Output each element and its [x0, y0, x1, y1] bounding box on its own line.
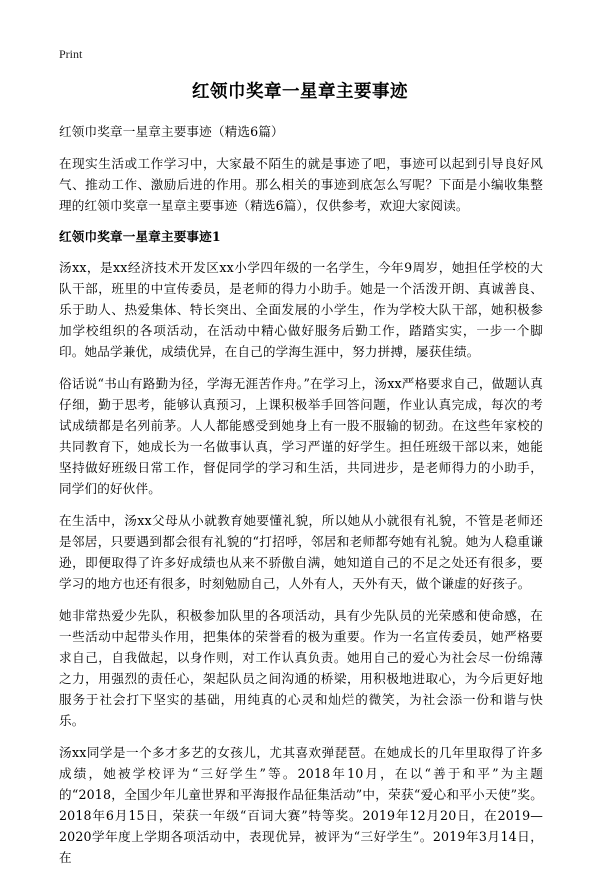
article-subtitle: 红领巾奖章一星章主要事迹（精选6篇）: [59, 124, 284, 139]
body-paragraph-5: 汤xx同学是一个多才多艺的女孩儿，尤其喜欢弹琵琶。在她成长的几年里取得了许多成绩，她被学校评为“三好学生”等。2018年10月，在以“善于和平”为主题的“2018，全国少年儿童世界和平海报作品征集活动”中，荣获“爱心和平小天使”奖。2018年6月15日，荣获一年级“百词大赛”特等奖。2019年12月20日，在2019—2020学年度上学期各项活动中，表现优异，被评为“三好学生”。2019年3月14日，在: [59, 745, 543, 865]
body-paragraph-1: 汤xx，是xx经济技术开发区xx小学四年级的一名学生，今年9周岁，她担任学校的大队干部，班里的中宣传委员，是老师的得力小助手。她是一个活泼开朗、真诚善良、乐于助人、热爱集体、特长突出、全面发展的小学生，作为学校大队干部，她积极参加学校组织的各项活动，在活动中精心做好服务后勤工作，踏踏实实，一步一个脚印。她品学兼优，成绩优异，在自己的学海生涯中，努力拼搏，屡获佳绩。: [59, 260, 543, 359]
print-link[interactable]: Print: [59, 47, 83, 61]
body-paragraph-4: 她非常热爱少先队，积极参加队里的各项活动，具有少先队员的光荣感和使命感，在一些活动中起带头作用，把集体的荣誉看的极为重要。作为一名宣传委员，她严格要求自己，自我做起，以身作则，对工作认真负责。她用自己的爱心为社会尽一份绵薄之力，用强烈的责任心，架起队员之间沟通的桥梁，用积极地进取心，为今后更好地服务于社会打下坚实的基础，用纯真的心灵和灿烂的微笑，为社会添一份和谐与快乐。: [59, 608, 543, 728]
page-title: 红领巾奖章一星章主要事迹: [192, 82, 408, 102]
intro-paragraph: 在现实生活或工作学习中，大家最不陌生的就是事迹了吧，事迹可以起到引导良好风气、推动工作、激励后进的作用。那么相关的事迹到底怎么写呢？下面是小编收集整理的红领巾奖章一星章主要事迹（精选6篇），仅供参考，欢迎大家阅读。: [59, 156, 543, 213]
article-body: [59, 121, 543, 879]
body-paragraph-2: 俗话说“书山有路勤为径，学海无涯苦作舟。”在学习上，汤xx严格要求自己，做题认真仔细，勤于思考，能够认真预习，上课积极举手回答问题，作业认真完成，每次的考试成绩都是名列前茅。人人都能感受到她身上有一股不服输的韧劲。在这些年家校的共同教育下，她成长为一名做事认真，学习严谨的好学生。担任班级干部以来，她能坚持做好班级日常工作，督促同学的学习和生活，共同进步，是老师得力的小助手，同学们的好伙伴。: [59, 376, 543, 496]
section-heading: 红领巾奖章一星章主要事迹1: [59, 229, 221, 244]
body-paragraph-3: 在生活中，汤xx父母从小就教育她要懂礼貌，所以她从小就很有礼貌，不管是老师还是邻居，只要遇到都会很有礼貌的“打招呼，邻居和老师都夸她有礼貌。她为人稳重谦逊，即便取得了许多好成绩也从来不骄傲自满，她知道自己的不足之处还有很多，要学习的地方也还有很多，时刻勉励自己，人外有人，天外有天，做个谦虚的好孩子。: [59, 513, 543, 591]
